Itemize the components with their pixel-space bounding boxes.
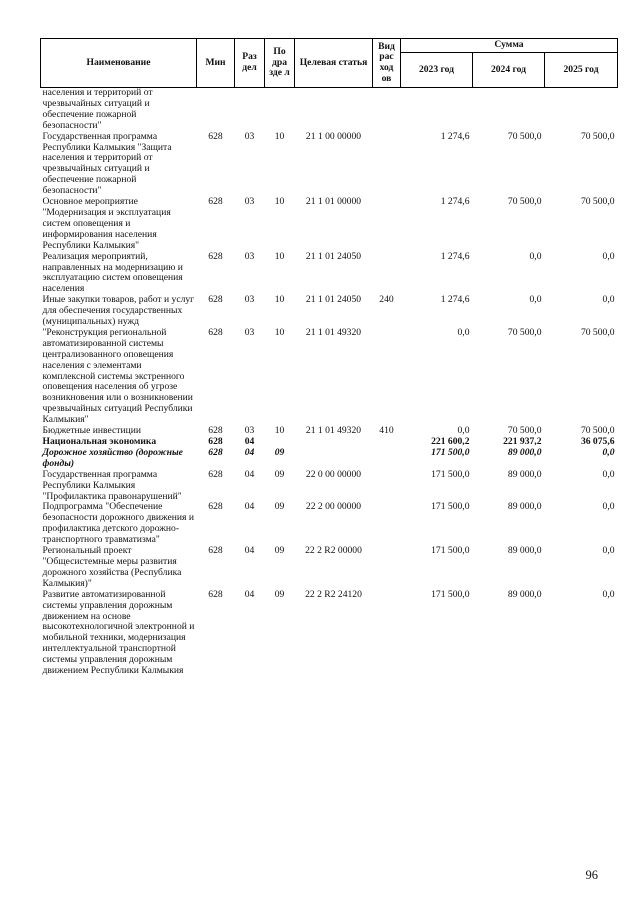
cell-podrazdel: 10 bbox=[274, 196, 285, 208]
table-row bbox=[41, 328, 618, 426]
cell-celevaya bbox=[295, 88, 373, 132]
header-summa: Сумма bbox=[401, 39, 618, 53]
cell-sum-2023: 171 500,0 bbox=[431, 545, 470, 557]
cell-min: 628 bbox=[208, 326, 223, 338]
cell-sum-2024: 89 000,0 bbox=[507, 468, 542, 480]
cell-razdel bbox=[235, 88, 265, 132]
cell-vid bbox=[373, 470, 401, 503]
cell-razdel: 04 bbox=[244, 588, 255, 600]
cell-celevaya: 22 2 R2 24120 bbox=[305, 588, 362, 600]
cell-celevaya: 22 0 00 00000 bbox=[305, 468, 362, 480]
cell-name: Бюджетные инвестиции bbox=[42, 425, 141, 437]
cell-sum-2023: 1 274,6 bbox=[440, 130, 470, 142]
cell-celevaya: 21 1 01 24050 bbox=[305, 250, 362, 262]
table-row bbox=[41, 252, 618, 296]
budget-table bbox=[40, 38, 618, 677]
cell-name: Основное мероприятие "Модернизация и эксплуатация систем оповещения и информирования населения Республики Калмыкия" bbox=[42, 196, 171, 251]
cell-sum-2024: 70 500,0 bbox=[507, 196, 542, 208]
header-podrazdel: По дра зде л bbox=[265, 39, 295, 88]
cell-min bbox=[197, 88, 235, 132]
table-row bbox=[41, 295, 618, 328]
header-razdel: Раз дел bbox=[235, 39, 265, 88]
header-2025: 2025 год bbox=[545, 53, 618, 88]
table-row bbox=[41, 132, 618, 197]
cell-razdel: 04 bbox=[244, 468, 255, 480]
cell-podrazdel: 09 bbox=[274, 501, 285, 513]
header-celevaya: Целевая статья bbox=[295, 39, 373, 88]
cell-sum-2023: 171 500,0 bbox=[431, 446, 470, 458]
cell-podrazdel: 09 bbox=[274, 468, 285, 480]
cell-name: Иные закупки товаров, работ и услуг для обеспечения государственных (муниципальных) нужд bbox=[42, 294, 195, 328]
cell-podrazdel: 10 bbox=[274, 326, 285, 338]
header-min: Мин bbox=[197, 39, 235, 88]
page-number: 96 bbox=[585, 868, 598, 882]
cell-razdel: 03 bbox=[244, 294, 255, 306]
cell-sum-2025: 70 500,0 bbox=[580, 196, 615, 208]
cell-vid bbox=[373, 132, 401, 197]
cell-min: 628 bbox=[208, 130, 223, 142]
cell-sum-2024: 70 500,0 bbox=[507, 130, 542, 142]
cell-sum-2025: 0,0 bbox=[602, 446, 615, 458]
cell-vid: 410 bbox=[379, 425, 394, 437]
cell-sum-2025: 0,0 bbox=[602, 545, 615, 557]
cell-sum-2024: 89 000,0 bbox=[507, 501, 542, 513]
cell-name: Дорожное хозяйство (дорожные фонды) bbox=[42, 446, 183, 469]
cell-razdel: 04 bbox=[244, 436, 255, 447]
cell-celevaya: 22 2 00 00000 bbox=[305, 501, 362, 513]
cell-podrazdel: 10 bbox=[274, 250, 285, 262]
cell-name: "Реконструкция региональной автоматизированной системы централизованного оповещения населения с элементами комплексной системы экстренного оповещения населения об угрозе возникновения или о возникновении чрезвычайных ситуаций Республики Калмыкия" bbox=[42, 326, 193, 426]
table-row bbox=[41, 448, 618, 470]
cell-sum-2023: 1 274,6 bbox=[440, 250, 470, 262]
cell-min: 628 bbox=[208, 196, 223, 208]
cell-podrazdel: 09 bbox=[274, 588, 285, 600]
cell-celevaya bbox=[295, 437, 373, 448]
table-body bbox=[41, 88, 618, 677]
cell-sum-2025: 0,0 bbox=[602, 294, 615, 306]
cell-sum-2025: 0,0 bbox=[602, 468, 615, 480]
cell-sum-2025: 70 500,0 bbox=[580, 326, 615, 338]
cell-min: 628 bbox=[208, 425, 223, 437]
cell-razdel: 03 bbox=[244, 196, 255, 208]
cell-name: Развитие автоматизированной системы управления дорожным движением на основе высокотехнологичной электронной и мобильной техники, модернизация интеллектуальной транспортной системы управления дорожным движением Республики Калмыкия bbox=[42, 588, 195, 677]
cell-sum-2024: 89 000,0 bbox=[507, 446, 542, 458]
cell-min: 628 bbox=[208, 250, 223, 262]
cell-sum-2024: 89 000,0 bbox=[507, 545, 542, 557]
cell-razdel: 04 bbox=[244, 501, 255, 513]
cell-min: 628 bbox=[208, 501, 223, 513]
cell-sum-2024: 89 000,0 bbox=[507, 588, 542, 600]
cell-sum-2023 bbox=[401, 88, 473, 132]
cell-vid bbox=[373, 546, 401, 590]
cell-podrazdel: 09 bbox=[274, 446, 285, 458]
cell-podrazdel: 10 bbox=[274, 294, 285, 306]
cell-celevaya: 21 1 01 49320 bbox=[305, 326, 362, 338]
cell-min: 628 bbox=[208, 588, 223, 600]
cell-min: 628 bbox=[208, 294, 223, 306]
cell-min: 628 bbox=[208, 468, 223, 480]
cell-sum-2025: 70 500,0 bbox=[580, 425, 615, 437]
cell-razdel: 03 bbox=[244, 425, 255, 437]
cell-vid bbox=[373, 252, 401, 296]
cell-vid bbox=[373, 197, 401, 252]
cell-celevaya: 21 1 01 24050 bbox=[305, 294, 362, 306]
cell-sum-2025 bbox=[545, 88, 618, 132]
cell-sum-2024: 0,0 bbox=[529, 294, 542, 306]
cell-podrazdel: 10 bbox=[274, 130, 285, 142]
cell-sum-2025: 70 500,0 bbox=[580, 130, 615, 142]
cell-vid bbox=[373, 590, 401, 677]
header-name: Наименование bbox=[41, 39, 197, 88]
cell-name: Государственная программа Республики Калмыкия "Профилактика правонарушений" bbox=[42, 468, 182, 502]
cell-name: Подпрограмма "Обеспечение безопасности дорожного движения и профилактика детского дорожно-транспортного травматизма" bbox=[42, 501, 194, 546]
table-row bbox=[41, 590, 618, 677]
table-row bbox=[41, 88, 618, 132]
table-row bbox=[41, 470, 618, 503]
cell-sum-2023: 1 274,6 bbox=[440, 196, 470, 208]
cell-celevaya: 22 2 R2 00000 bbox=[305, 545, 362, 557]
cell-sum-2024: 221 937,2 bbox=[503, 436, 542, 447]
cell-sum-2025: 0,0 bbox=[602, 501, 615, 513]
cell-sum-2025: 36 075,6 bbox=[580, 436, 615, 447]
cell-vid: 240 bbox=[379, 294, 394, 306]
cell-sum-2023: 221 600,2 bbox=[431, 436, 470, 447]
cell-razdel: 03 bbox=[244, 250, 255, 262]
cell-vid bbox=[373, 437, 401, 448]
cell-celevaya: 21 1 01 00000 bbox=[305, 196, 362, 208]
cell-celevaya bbox=[295, 448, 373, 470]
cell-sum-2024: 70 500,0 bbox=[507, 425, 542, 437]
cell-razdel: 03 bbox=[244, 326, 255, 338]
cell-sum-2023: 0,0 bbox=[457, 425, 470, 437]
cell-min: 628 bbox=[208, 446, 223, 458]
cell-podrazdel: 10 bbox=[274, 425, 285, 437]
table-row bbox=[41, 197, 618, 252]
table-header bbox=[41, 39, 618, 88]
cell-sum-2023: 1 274,6 bbox=[440, 294, 470, 306]
cell-celevaya: 21 1 00 00000 bbox=[305, 130, 362, 142]
header-2023: 2023 год bbox=[401, 53, 473, 88]
cell-min: 628 bbox=[208, 436, 223, 447]
cell-name: населения и территорий от чрезвычайных ситуаций и обеспечение пожарной безопасности" bbox=[42, 87, 153, 131]
cell-vid bbox=[373, 448, 401, 470]
cell-podrazdel: 09 bbox=[274, 545, 285, 557]
cell-sum-2025: 0,0 bbox=[602, 250, 615, 262]
header-vid: Вид рас ход ов bbox=[373, 39, 401, 88]
cell-vid bbox=[373, 502, 401, 546]
cell-sum-2023: 171 500,0 bbox=[431, 468, 470, 480]
header-2024: 2024 год bbox=[473, 53, 545, 88]
cell-sum-2025: 0,0 bbox=[602, 588, 615, 600]
cell-name: Государственная программа Республики Калмыкия "Защита населения и территорий от чрезвычайных ситуаций и обеспечение пожарной безопасности" bbox=[42, 130, 172, 197]
cell-vid bbox=[373, 88, 401, 132]
cell-sum-2023: 0,0 bbox=[457, 326, 470, 338]
cell-sum-2023: 171 500,0 bbox=[431, 588, 470, 600]
cell-name: Реализация мероприятий, направленных на модернизацию и эксплуатацию систем оповещения населения bbox=[42, 250, 183, 295]
cell-sum-2023: 171 500,0 bbox=[431, 501, 470, 513]
cell-razdel: 03 bbox=[244, 130, 255, 142]
cell-name: Региональный проект "Общесистемные меры развития дорожного хозяйства (Республика Калмыкия)" bbox=[42, 545, 182, 589]
cell-min: 628 bbox=[208, 545, 223, 557]
table-row bbox=[41, 546, 618, 590]
cell-sum-2024: 0,0 bbox=[529, 250, 542, 262]
cell-sum-2024: 70 500,0 bbox=[507, 326, 542, 338]
cell-podrazdel bbox=[265, 88, 295, 132]
cell-vid bbox=[373, 328, 401, 426]
cell-razdel: 04 bbox=[244, 545, 255, 557]
cell-sum-2024 bbox=[473, 88, 545, 132]
table-row bbox=[41, 502, 618, 546]
cell-celevaya: 21 1 01 49320 bbox=[305, 425, 362, 437]
cell-razdel: 04 bbox=[244, 446, 255, 458]
cell-name: Национальная экономика bbox=[42, 436, 157, 447]
